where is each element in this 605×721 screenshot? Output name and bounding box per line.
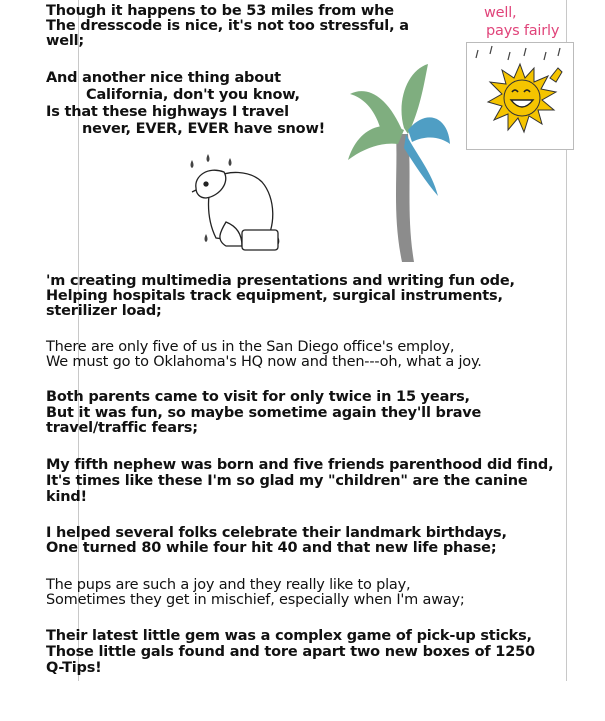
text-line: Both parents came to visit for only twice in 15 years,	[46, 389, 470, 405]
caption-line: well,	[484, 5, 517, 21]
text-line: 'm creating multimedia presentations and writing fun ode,	[46, 273, 515, 289]
text-line: We must go to Oklahoma's HQ now and then---oh, what a joy.	[46, 354, 482, 370]
text-line: My fifth nephew was born and five friends parenthood did find,	[46, 457, 554, 473]
text-line: The dresscode is nice, it's not too stressful, a	[46, 18, 409, 34]
polar-bear-illustration	[186, 148, 286, 258]
text-line: One turned 80 while four hit 40 and that new life phase;	[46, 540, 497, 556]
text-line: And another nice thing about	[46, 70, 281, 86]
text-line: Though it happens to be 53 miles from whe	[46, 3, 394, 19]
sun-illustration	[466, 42, 574, 150]
text-line: never, EVER, EVER have snow!	[82, 121, 326, 137]
text-line: kind!	[46, 489, 87, 505]
text-line: It's times like these I'm so glad my "children" are the canine	[46, 473, 528, 489]
text-line: Q-Tips!	[46, 660, 102, 676]
text-line: sterilizer load;	[46, 303, 162, 319]
text-line: I helped several folks celebrate their landmark birthdays,	[46, 525, 507, 541]
palm-tree-illustration	[346, 64, 452, 264]
text-line: The pups are such a joy and they really like to play,	[46, 577, 411, 593]
text-line: well;	[46, 33, 84, 49]
text-line: travel/traffic fears;	[46, 420, 198, 436]
text-line: But it was fun, so maybe sometime again they'll brave	[46, 405, 482, 421]
text-line: Is that these highways I travel	[46, 104, 289, 120]
caption-line: pays fairly	[486, 23, 560, 39]
text-line: Sometimes they get in mischief, especially when I'm away;	[46, 592, 465, 608]
text-line: California, don't you know,	[86, 87, 300, 103]
text-line: There are only five of us in the San Diego office's employ,	[46, 339, 455, 355]
text-line: Their latest little gem was a complex game of pick-up sticks,	[46, 628, 532, 644]
text-line: Those little gals found and tore apart two new boxes of 1250	[46, 644, 535, 660]
text-line: Helping hospitals track equipment, surgical instruments,	[46, 288, 503, 304]
